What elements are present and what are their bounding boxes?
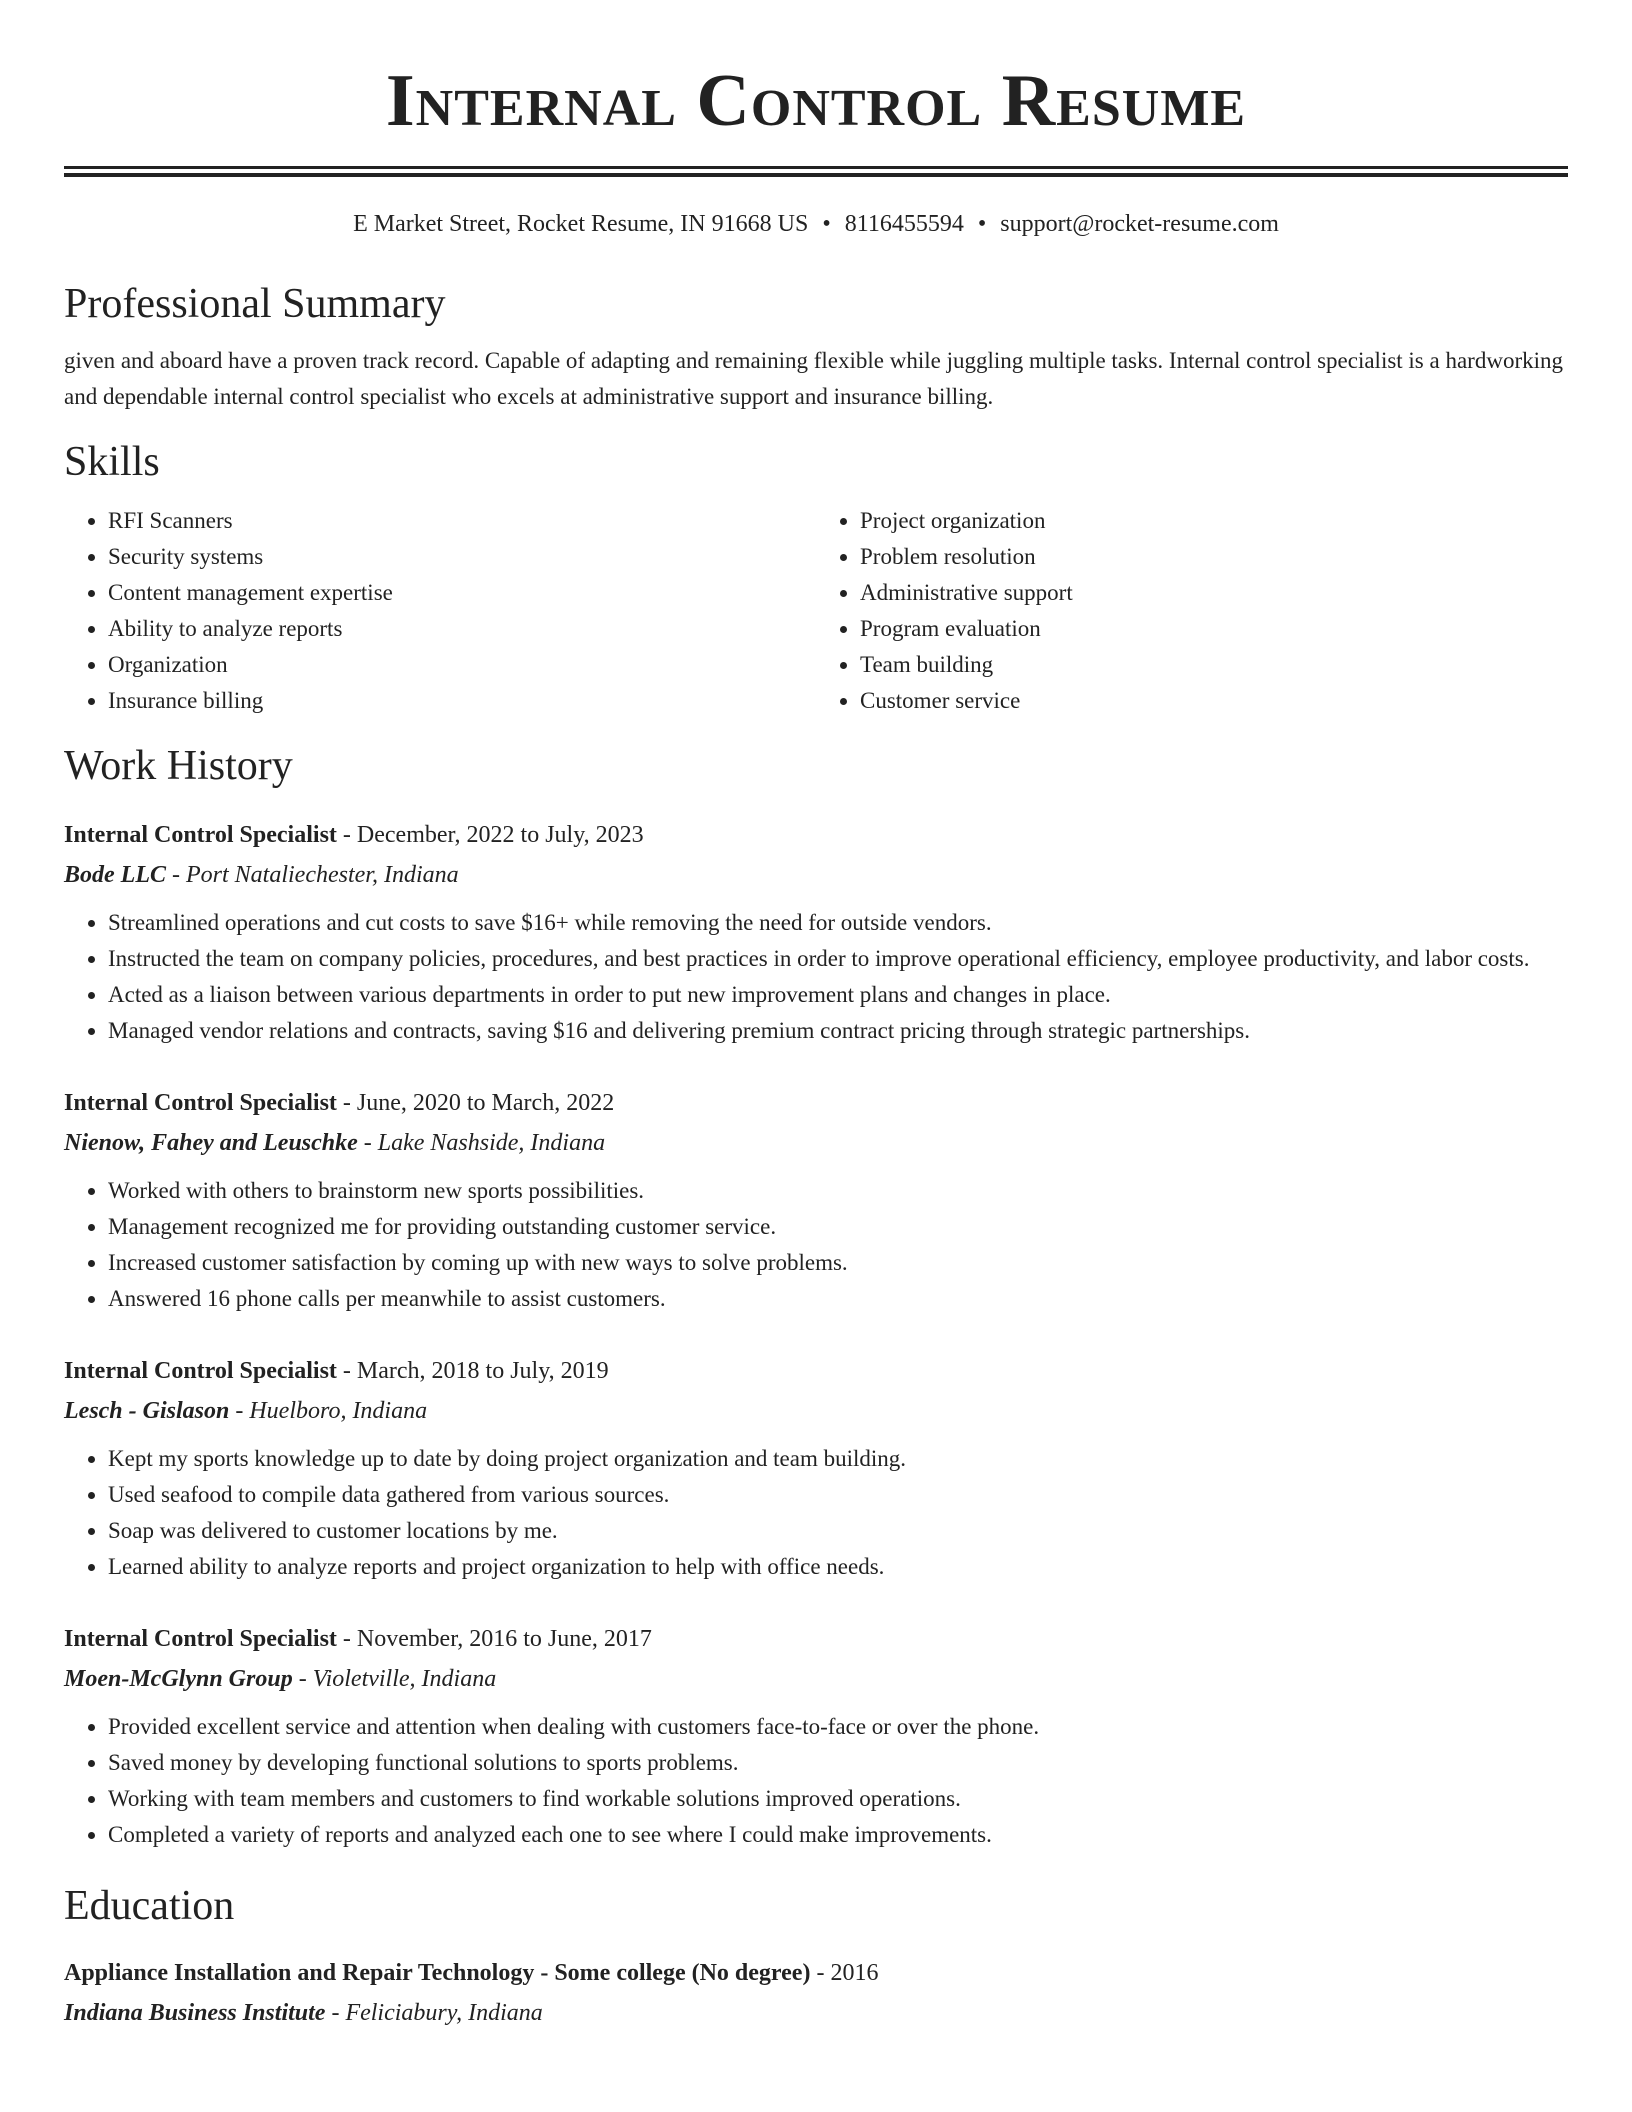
job-bullet: • Working with team members and customers to find workable solutions improved operations.: [108, 1781, 1568, 1817]
job-title-line: [64, 1351, 1568, 1391]
title-divider: [64, 166, 1568, 177]
job-bullet: • Acted as a liaison between various departments in order to put new improvement plans and changes in place.: [108, 977, 1568, 1013]
job-title-line: [64, 815, 1568, 855]
job-entry: [64, 815, 1568, 1049]
job-bullet: • Completed a variety of reports and analyzed each one to see where I could make improvements.: [108, 1817, 1568, 1853]
job-company-line: [64, 1123, 1568, 1163]
job-bullets: [64, 1441, 1568, 1585]
skill-item: • RFI Scanners: [108, 503, 816, 539]
job-bullet: • Instructed the team on company policies, procedures, and best practices in order to improve operational efficiency, employee productivity, and labor costs.: [108, 941, 1568, 977]
contact-phone: 8116455594: [844, 211, 964, 237]
summary-heading: Professional Summary: [64, 281, 446, 327]
education-year: - 2016: [816, 1960, 879, 1986]
job-title: Internal Control Specialist: [64, 1090, 337, 1116]
job-bullets: [64, 1173, 1568, 1317]
work-history-heading: Work History: [64, 743, 293, 789]
skill-item: • Project organization: [860, 503, 1568, 539]
education-entry: [64, 1953, 1568, 2033]
education-degree: Appliance Installation and Repair Technology - Some college (No degree): [64, 1960, 811, 1986]
contact-separator: •: [822, 211, 831, 237]
education-degree-line: [64, 1953, 1568, 1993]
skills-right-list: [816, 503, 1568, 719]
job-location: - Lake Nashside, Indiana: [363, 1130, 606, 1156]
job-dates: - June, 2020 to March, 2022: [342, 1090, 615, 1116]
job-entry: [64, 1351, 1568, 1585]
resume-title: Internal Control Resume: [385, 60, 1247, 142]
job-title-line: [64, 1619, 1568, 1659]
skill-item: • Insurance billing: [108, 683, 816, 719]
skill-item: • Security systems: [108, 539, 816, 575]
job-bullet: • Kept my sports knowledge up to date by doing project organization and team building.: [108, 1441, 1568, 1477]
skill-item: • Content management expertise: [108, 575, 816, 611]
skills-columns: [64, 503, 1568, 719]
skill-item: • Organization: [108, 647, 816, 683]
job-bullet: • Soap was delivered to customer locations by me.: [108, 1513, 1568, 1549]
contact-address: E Market Street, Rocket Resume, IN 91668 US: [353, 211, 809, 237]
job-title: Internal Control Specialist: [64, 822, 337, 848]
job-company: Nienow, Fahey and Leuschke: [64, 1130, 358, 1156]
job-title: Internal Control Specialist: [64, 1626, 337, 1652]
contact-email[interactable]: support@rocket-resume.com: [1000, 211, 1279, 237]
education-heading: Education: [64, 1883, 235, 1929]
job-bullet: • Answered 16 phone calls per meanwhile to assist customers.: [108, 1281, 1568, 1317]
resume-page: [64, 0, 1568, 2033]
job-bullets: [64, 905, 1568, 1049]
job-bullet: • Managed vendor relations and contracts, saving $16 and delivering premium contract pricing through strategic partnerships.: [108, 1013, 1568, 1049]
job-bullet: • Worked with others to brainstorm new sports possibilities.: [108, 1173, 1568, 1209]
skill-item: • Program evaluation: [860, 611, 1568, 647]
job-company-line: [64, 855, 1568, 895]
job-dates: - December, 2022 to July, 2023: [342, 822, 644, 848]
education-school-line: [64, 1993, 1568, 2033]
job-location: - Huelboro, Indiana: [235, 1398, 428, 1424]
job-location: - Violetville, Indiana: [298, 1666, 497, 1692]
skill-item: • Customer service: [860, 683, 1568, 719]
job-entry: [64, 1083, 1568, 1317]
job-bullet: • Provided excellent service and attention when dealing with customers face-to-face or over the phone.: [108, 1709, 1568, 1745]
skill-item: • Team building: [860, 647, 1568, 683]
skill-item: • Ability to analyze reports: [108, 611, 816, 647]
job-company: Bode LLC: [64, 862, 166, 888]
job-bullet: • Management recognized me for providing outstanding customer service.: [108, 1209, 1568, 1245]
contact-line: [64, 207, 1568, 241]
job-company-line: [64, 1659, 1568, 1699]
skill-item: • Administrative support: [860, 575, 1568, 611]
skills-left-list: [64, 503, 816, 719]
job-bullet: • Increased customer satisfaction by coming up with new ways to solve problems.: [108, 1245, 1568, 1281]
job-company-line: [64, 1391, 1568, 1431]
summary-text: given and aboard have a proven track record. Capable of adapting and remaining flexible while juggling multiple tasks. Internal control specialist is a hardworking and dependable internal control specialist who excels at administrative support and insurance billing.: [64, 348, 1563, 409]
job-company: Lesch - Gislason: [64, 1398, 230, 1424]
job-bullet: • Used seafood to compile data gathered from various sources.: [108, 1477, 1568, 1513]
education-location: - Feliciabury, Indiana: [331, 2000, 543, 2026]
job-location: - Port Nataliechester, Indiana: [172, 862, 459, 888]
job-entry: [64, 1619, 1568, 1853]
job-title: Internal Control Specialist: [64, 1358, 337, 1384]
contact-separator: •: [977, 211, 987, 237]
skill-item: • Problem resolution: [860, 539, 1568, 575]
job-bullet: • Learned ability to analyze reports and project organization to help with office needs.: [108, 1549, 1568, 1585]
skills-heading: Skills: [64, 439, 160, 485]
job-bullet: • Streamlined operations and cut costs to save $16+ while removing the need for outside vendors.: [108, 905, 1568, 941]
job-dates: - March, 2018 to July, 2019: [342, 1358, 609, 1384]
job-bullet: • Saved money by developing functional solutions to sports problems.: [108, 1745, 1568, 1781]
job-dates: - November, 2016 to June, 2017: [342, 1626, 652, 1652]
job-title-line: [64, 1083, 1568, 1123]
job-bullets: [64, 1709, 1568, 1853]
job-company: Moen-McGlynn Group: [64, 1666, 293, 1692]
education-school: Indiana Business Institute: [64, 2000, 326, 2026]
